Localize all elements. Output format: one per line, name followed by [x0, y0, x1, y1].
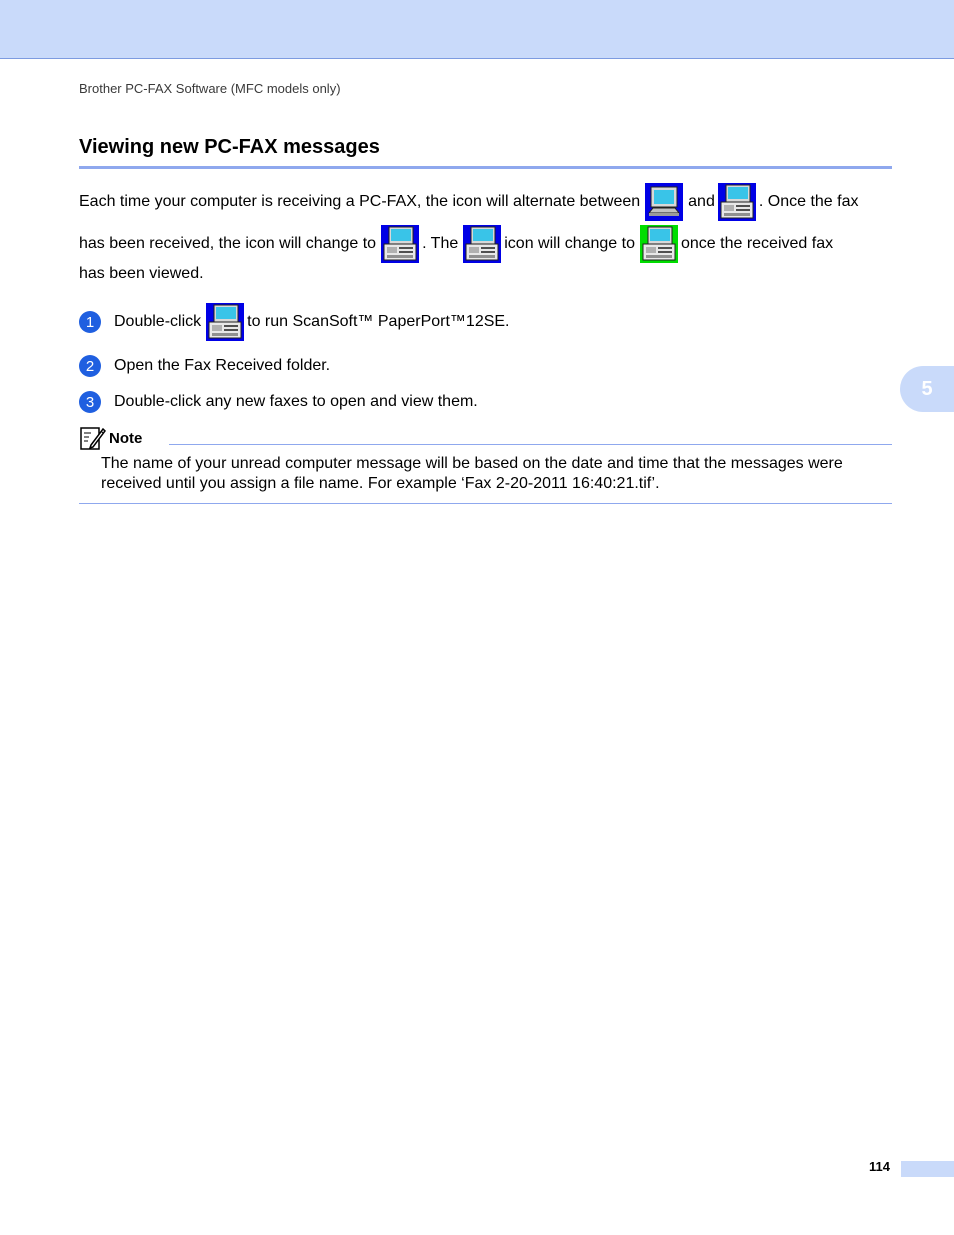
intro-text: has been received, the icon will change to: [79, 235, 377, 252]
note-bottom-rule: [79, 503, 892, 504]
pc-fax-machine-icon: [381, 225, 419, 263]
pc-fax-viewed-icon: [640, 225, 678, 263]
note-top-rule: [169, 444, 892, 445]
section-title: Viewing new PC-FAX messages: [79, 136, 380, 158]
pc-fax-monitor-icon: [645, 183, 683, 221]
pc-fax-machine-icon: [463, 225, 501, 263]
footer-bar: [901, 1161, 954, 1177]
step-1: [79, 303, 510, 341]
intro-line-3: [79, 265, 204, 283]
intro-text: . The: [422, 235, 459, 252]
step-text: Double-click: [114, 313, 202, 330]
intro-text: and: [688, 193, 715, 210]
step-text: Double-click any new faxes to open and view them.: [114, 393, 478, 410]
page-number: 114: [869, 1159, 890, 1174]
chapter-tab: 5: [900, 366, 954, 412]
pc-fax-machine-icon: [718, 183, 756, 221]
intro-text: Each time your computer is receiving a PC-FAX, the icon will alternate between: [79, 193, 641, 210]
pc-fax-machine-icon: [206, 303, 244, 341]
intro-text: has been viewed.: [79, 265, 204, 282]
step-number: 1: [79, 311, 101, 333]
note-label: Note: [109, 429, 143, 447]
note-header: [79, 425, 142, 451]
note-body: The name of your unread computer message will be based on the date and time that the messages were received until you assign a file name. For example ‘Fax 2-20-2011 16:40:21.tif’.: [101, 455, 843, 492]
intro-line-1: [79, 183, 858, 221]
step-text: Open the Fax Received folder.: [114, 357, 331, 374]
step-number: 3: [79, 391, 101, 413]
intro-text: icon will change to: [504, 235, 635, 252]
header-band: [0, 0, 954, 59]
title-underline: [79, 166, 892, 169]
note-pencil-icon: [79, 425, 106, 451]
step-3: [79, 391, 478, 413]
intro-line-2: [79, 225, 833, 263]
running-header: Brother PC-FAX Software (MFC models only): [79, 81, 341, 96]
step-2: [79, 355, 330, 377]
intro-text: once the received fax: [681, 235, 834, 252]
step-number: 2: [79, 355, 101, 377]
step-text: to run ScanSoft™ PaperPort™12SE.: [247, 313, 510, 330]
intro-text: . Once the fax: [758, 193, 859, 210]
